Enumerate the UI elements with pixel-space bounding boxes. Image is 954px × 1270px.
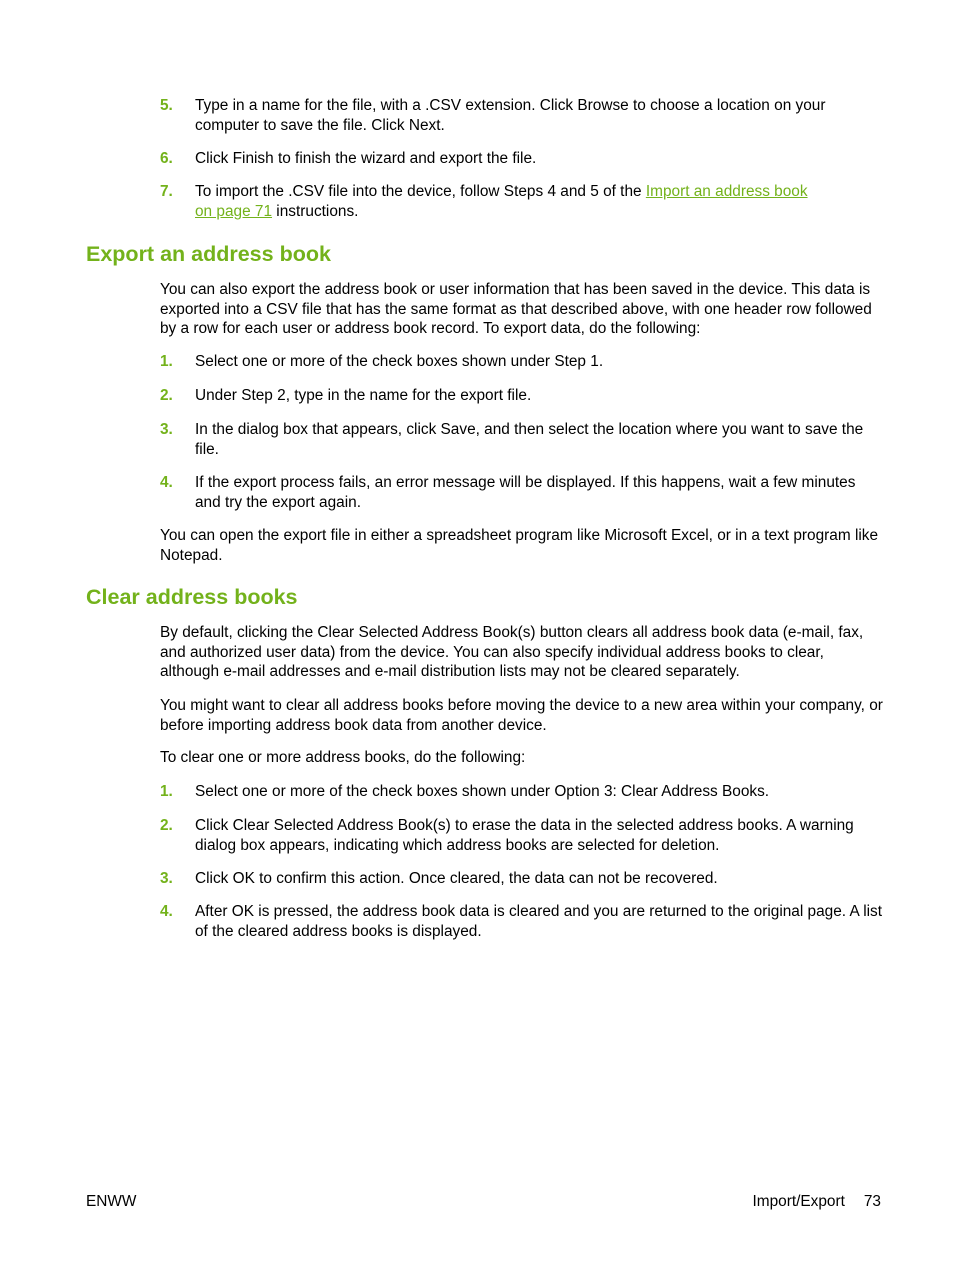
step-text: Click OK to confirm this action. Once cleared, the data can not be recovered.	[195, 870, 718, 887]
step-text: Select one or more of the check boxes shown under Option 3: Clear Address Books.	[195, 783, 770, 800]
step-number: 7.	[160, 183, 173, 200]
step-number: 3.	[160, 421, 173, 438]
footer-left-label: ENWW	[86, 1193, 137, 1210]
step-text: If the export process fails, an error message will be displayed. If this happens, wait a few minutes and try the export again.	[195, 474, 856, 511]
step-text-after-link: instructions.	[272, 202, 359, 220]
step-text: Type in a name for the file, with a .CSV extension. Click Browse to choose a location on your computer to save the file. Click Next.	[195, 97, 826, 134]
step-text: In the dialog box that appears, click Save, and then select the location where you want to save the file.	[195, 421, 864, 458]
step-text: Under Step 2, type in the name for the export file.	[195, 387, 532, 404]
footer-right	[753, 1192, 882, 1212]
step-number: 1.	[160, 783, 173, 800]
page-number: 73	[863, 1193, 881, 1210]
step-number: 2.	[160, 387, 173, 404]
clear-paragraph-2: You might want to clear all address books before moving the device to a new area within your company, or before importing address book data from another device.	[160, 697, 883, 734]
step-text: Select one or more of the check boxes shown under Step 1.	[195, 353, 604, 370]
link-text-line2[interactable]: on page 71	[195, 202, 273, 220]
clear-paragraph-1: By default, clicking the Clear Selected Address Book(s) button clears all address book data (e-mail, fax, and authorized user data) from the device. You can also specify individual address books to clear, although e-mail addresses and e-mail distribution lists may not be cleared separately.	[160, 624, 864, 681]
export-outro-paragraph: You can open the export file in either a spreadsheet program like Microsoft Excel, or in a text program like Notepad.	[160, 527, 879, 564]
step-number: 3.	[160, 870, 173, 887]
step-text-before-link: To import the .CSV file into the device, follow Steps 4 and 5 of the	[195, 183, 646, 200]
step-text: Click Finish to finish the wizard and export the file.	[195, 150, 537, 167]
clear-paragraph-3: To clear one or more address books, do the following:	[160, 749, 526, 766]
step-number: 4.	[160, 474, 173, 491]
step-number: 1.	[160, 353, 173, 370]
step-text	[195, 182, 885, 221]
step-number: 4.	[160, 903, 173, 920]
step-number: 5.	[160, 97, 173, 114]
step-number: 2.	[160, 817, 173, 834]
step-number: 6.	[160, 150, 173, 167]
section-heading-clear: Clear address books	[86, 585, 298, 609]
footer-section-title: Import/Export	[752, 1193, 845, 1210]
step-text: After OK is pressed, the address book data is cleared and you are returned to the original page. A list of the cleared address books is displayed.	[195, 903, 883, 940]
step-text: Click Clear Selected Address Book(s) to erase the data in the selected address books. A warning dialog box appears, indicating which address books are selected for deletion.	[195, 817, 854, 854]
export-intro-paragraph: You can also export the address book or user information that has been saved in the device. This data is exported into a CSV file that has the same format as that described above, with one header row followed by a row for each user or address book record. To export data, do the following:	[160, 281, 872, 338]
section-heading-export: Export an address book	[86, 242, 331, 266]
link-text-line1[interactable]: Import an address book	[645, 183, 808, 200]
